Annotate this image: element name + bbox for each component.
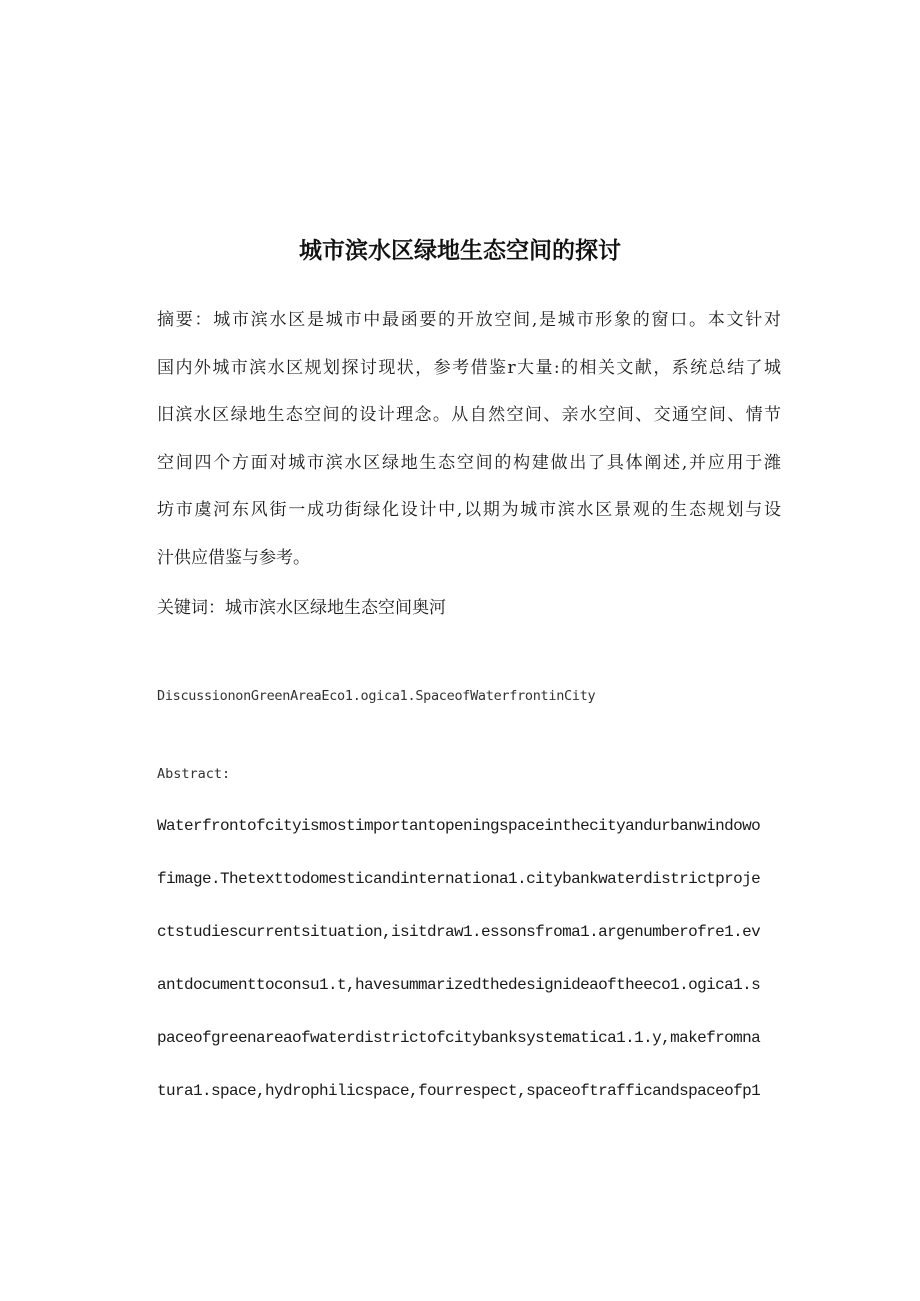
english-abstract-line: ctstudiescurrentsituation,isitdraw1.essonsfroma1.argenumberofre1.ev bbox=[157, 923, 761, 941]
chinese-abstract-line: 坊市虞河东风街一成功街绿化设计中,以期为城市滨水区景观的生态规划与设 bbox=[157, 500, 781, 520]
chinese-abstract bbox=[157, 306, 781, 591]
chinese-abstract-line: 国内外城市滨水区规划探讨现状，参考借鉴r大量:的相关文献，系统总结了城 bbox=[157, 357, 781, 378]
chinese-abstract-line: 汁供应借鉴与参考。 bbox=[157, 547, 310, 568]
paper-title: 城市滨水区绿地生态空间的探讨 bbox=[299, 238, 621, 264]
english-abstract-line: antdocumenttoconsu1.t,havesummarizedthedesignideaoftheeco1.ogica1.s bbox=[157, 976, 761, 994]
english-abstract bbox=[157, 812, 781, 1130]
abstract-label: Abstract: bbox=[157, 766, 231, 782]
english-abstract-line: tura1.space,hydrophilicspace,fourrespect,spaceoftrafficandspaceofp1 bbox=[157, 1082, 761, 1100]
english-abstract-line: Waterfrontofcityismostimportantopeningspaceinthecityandurbanwindowo bbox=[157, 817, 761, 835]
chinese-abstract-line: 空间四个方面对城市滨水区绿地生态空间的构建做出了具体阐述,并应用于潍 bbox=[157, 452, 781, 473]
english-abstract-line: fimage.Thetexttodomesticandinternationa1.citybankwaterdistrictproje bbox=[157, 870, 761, 888]
chinese-abstract-line: 旧滨水区绿地生态空间的设计理念。从自然空间、亲水空间、交通空间、情节 bbox=[157, 405, 781, 425]
chinese-abstract-line: 摘要：城市滨水区是城市中最函要的开放空间,是城市形象的窗口。本文针对 bbox=[157, 310, 781, 330]
keywords-line: 关键词：城市滨水区绿地生态空间奥河 bbox=[157, 598, 446, 618]
english-abstract-line: paceofgreenareaofwaterdistrictofcitybanksystematica1.1.y,makefromna bbox=[157, 1029, 761, 1047]
english-title: DiscussiononGreenAreaEco1.ogica1.SpaceofWaterfrontinCity bbox=[157, 688, 596, 704]
